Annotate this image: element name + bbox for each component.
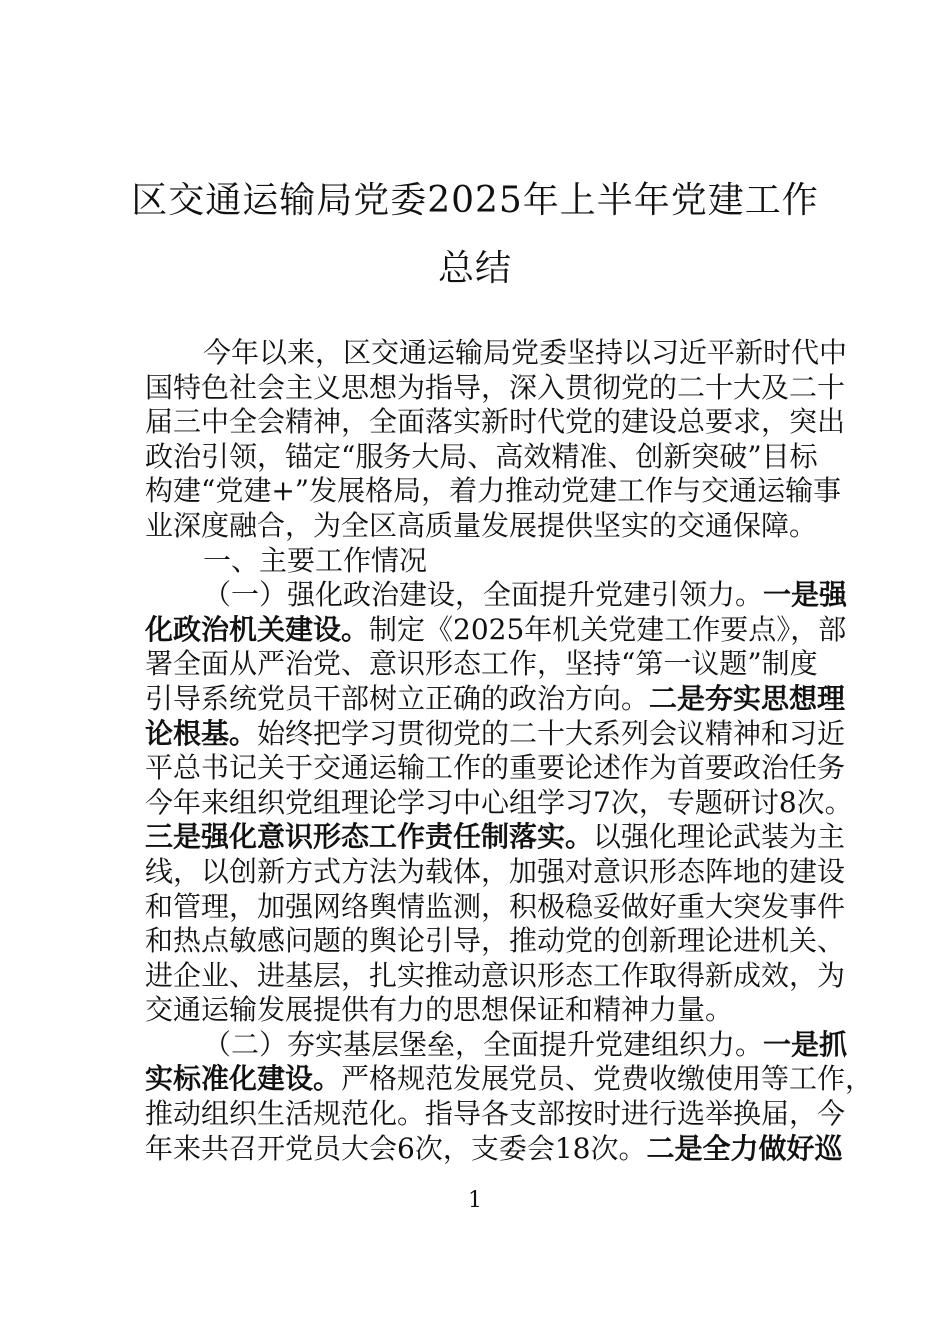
text-run: 平总书记关于交通运输工作的重要论述作为首要政治任务 <box>145 751 846 785</box>
text-run: （一）强化政治建设，全面提升党建引领力。 <box>203 578 764 612</box>
text-line <box>145 544 807 579</box>
bold-text-run: 二是全力做好巡 <box>646 1131 843 1165</box>
text-run: 署全面从严治党、意识形态工作，坚持“第一议题”制度 <box>145 647 818 681</box>
text-run: 严格规范发展党员、党费收缴使用等工作， <box>341 1062 874 1096</box>
bold-text-run: 一是抓 <box>763 1027 848 1061</box>
text-run: 届三中全会精神，全面落实新时代党的建设总要求，突出 <box>145 405 846 439</box>
text-run: 今年来组织党组理论学习中心组学习7次，专题研讨8次。 <box>145 785 853 819</box>
text-line <box>145 612 847 648</box>
text-run: 制定《2025年机关党建工作要点》，部 <box>369 612 847 646</box>
text-run: 一、主要工作情况 <box>203 543 428 577</box>
text-line <box>145 820 846 855</box>
text-line <box>145 508 818 544</box>
page-number: 1 <box>468 1188 482 1213</box>
text-run: 今年以来，区交通运输局党委坚持以习近平新时代中 <box>203 336 848 369</box>
text-line <box>145 889 846 925</box>
document-title-line-2: 总结 <box>437 248 512 289</box>
text-line <box>145 578 848 613</box>
text-line <box>145 474 842 509</box>
text-run: 线，以创新方式方法为载体，加强对意识形态阵地的建设 <box>145 854 846 888</box>
text-run: 推动组织生活规范化。指导各支部按时进行选举换届，今 <box>145 1097 846 1131</box>
text-line <box>145 681 846 717</box>
bold-text-run: 二是夯实思想理 <box>649 681 846 715</box>
text-run: （二）夯实基层堡垒，全面提升党建组织力。 <box>203 1027 764 1061</box>
text-run: 和热点敏感问题的舆论引导，推动党的创新理论进机关、 <box>145 924 846 958</box>
text-line <box>145 958 846 994</box>
text-line <box>145 993 807 1028</box>
text-line <box>145 647 818 682</box>
text-run: 国特色社会主义思想为指导，深入贯彻党的二十大及二十 <box>145 370 846 404</box>
text-run: 和管理，加强网络舆情监测，积极稳妥做好重大突发事件 <box>145 889 846 923</box>
text-line <box>145 336 848 371</box>
document-title-line-1: 区交通运输局党委2025年上半年党建工作 <box>131 180 819 221</box>
text-line <box>145 1027 848 1063</box>
text-line <box>145 405 846 440</box>
text-line <box>145 1097 846 1132</box>
text-run: 交通运输发展提供有力的思想保证和精神力量。 <box>145 993 734 1027</box>
text-line <box>145 716 846 752</box>
bold-text-run: 论根基。 <box>145 716 258 750</box>
bold-text-run: 实标准化建设。 <box>145 1062 342 1096</box>
text-line <box>145 924 846 959</box>
bold-text-run: 化政治机关建设。 <box>145 612 370 646</box>
text-run: 引导系统党员干部树立正确的政治方向。 <box>145 681 650 715</box>
text-line <box>145 1131 843 1167</box>
text-run: 始终把学习贯彻党的二十大系列会议精神和习近 <box>257 716 846 750</box>
bold-text-run: 三是强化意识形态工作责任制落实。 <box>145 820 594 854</box>
text-run: 政治引领，锚定“服务大局、高效精准、创新突破”目标 <box>145 439 818 473</box>
text-line <box>145 370 846 406</box>
document-body <box>145 336 874 1166</box>
text-run: 构建“党建+”发展格局，着力推动党建工作与交通运输事 <box>145 474 842 508</box>
text-line <box>145 785 853 821</box>
bold-text-run: 一是强 <box>763 578 848 612</box>
text-run: 以强化理论武装为主 <box>593 820 846 854</box>
text-line <box>145 751 846 786</box>
text-line <box>145 854 846 890</box>
text-run: 进企业、进基层，扎实推动意识形态工作取得新成效，为 <box>145 958 846 992</box>
text-line <box>145 1062 874 1097</box>
text-run: 年来共召开党员大会6次，支委会18次。 <box>145 1131 647 1165</box>
text-line <box>145 439 818 475</box>
text-run: 业深度融合，为全区高质量发展提供坚实的交通保障。 <box>145 508 818 542</box>
